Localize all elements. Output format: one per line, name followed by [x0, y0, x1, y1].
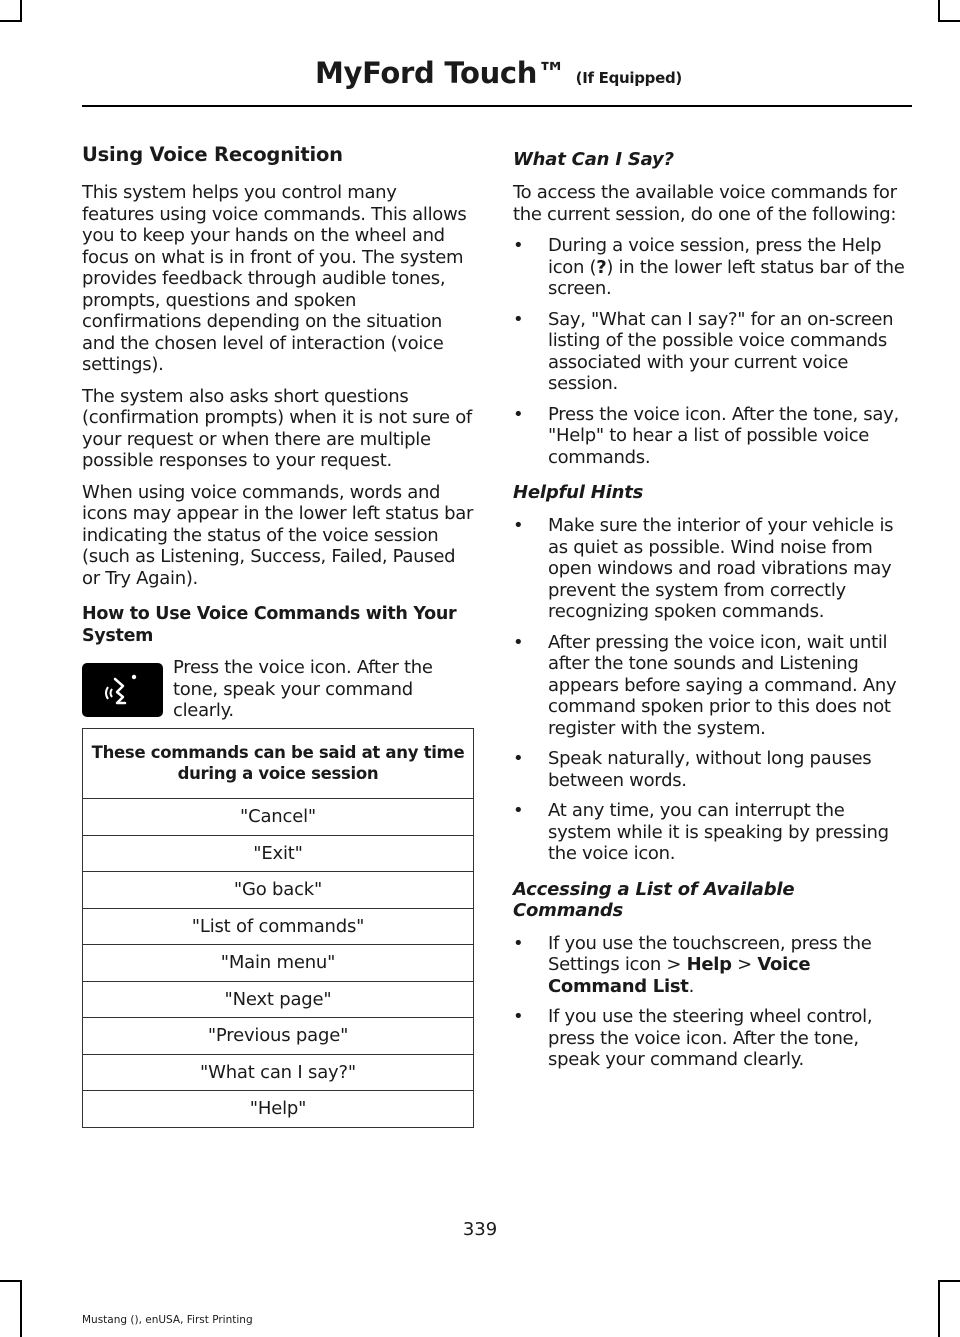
voice-instruction-text: Press the voice icon. After the tone, speak your command clearly. [173, 657, 433, 721]
edition-footer: Mustang (), enUSA, First Printing [82, 1314, 253, 1326]
table-row [83, 1018, 474, 1055]
list-item-text: ) in the lower left status bar of the screen. [548, 256, 905, 299]
list-item [513, 933, 908, 998]
table-row [83, 872, 474, 909]
crop-mark [0, 20, 22, 22]
menu-path-voice-command-list: Voice Command List [548, 954, 811, 997]
subsection-heading: How to Use Voice Commands with Your System [82, 604, 457, 646]
crop-mark [938, 1280, 960, 1282]
list-item-text: During a voice session, press the Help icon ( [548, 235, 882, 278]
table-row [83, 799, 474, 836]
list-item: • If you use the steering wheel control, press the voice icon. After the tone, speak your command clearly. [513, 1006, 908, 1071]
paragraph: This system helps you control many features using voice commands. This allows you to keep your hands on the wheel and focus on what is in front of you. The system provides feedback through audible tones, prompts, questions and spoken confirmations depending on the situation and the chosen level of interaction (voice settings). [82, 182, 467, 375]
section-heading: Using Voice Recognition [82, 143, 343, 166]
page-header-title [315, 56, 682, 90]
list-item-text: > [731, 954, 758, 975]
header-title-main: MyFord Touch™ [314, 56, 566, 90]
table-cell: "What can I say?" [83, 1054, 474, 1091]
crop-mark [938, 0, 940, 22]
voice-command-icon [82, 663, 163, 717]
bullet-list [513, 933, 908, 1071]
list-item: • Press the voice icon. After the tone, say, "Help" to hear a list of possible voice commands. [513, 404, 908, 469]
table-cell: "Exit" [83, 835, 474, 872]
crop-mark [20, 0, 22, 22]
crop-mark [938, 1280, 940, 1337]
paragraph: To access the available voice commands for the current session, do one of the following: [513, 182, 897, 225]
table-cell: "Main menu" [83, 945, 474, 982]
list-item [513, 235, 908, 300]
table-row [83, 1091, 474, 1128]
crop-mark [20, 1280, 22, 1337]
menu-path-help: Help [686, 954, 732, 975]
help-icon: ? [596, 256, 607, 278]
list-item-text: . [688, 975, 694, 997]
table-header-row [83, 729, 474, 799]
bullet-list [513, 515, 908, 865]
table-cell: "Go back" [83, 872, 474, 909]
list-item: • Say, "What can I say?" for an on-screen listing of the possible voice commands associated with your current voice session. [513, 309, 908, 395]
voice-commands-table [82, 728, 474, 1128]
list-item: • Speak naturally, without long pauses between words. [513, 748, 908, 791]
table-cell: "List of commands" [83, 908, 474, 945]
crop-mark [0, 1280, 22, 1282]
voice-instruction [82, 657, 474, 732]
table-row [83, 945, 474, 982]
table-cell: "Help" [83, 1091, 474, 1128]
crop-mark [938, 20, 960, 22]
table-cell: "Cancel" [83, 799, 474, 836]
paragraph: The system also asks short questions (confirmation prompts) when it is not sure of your request or when there are multiple possible responses to your request. [82, 385, 472, 471]
right-column [513, 143, 908, 1080]
table-row [83, 1054, 474, 1091]
table-header: These commands can be said at any time during a voice session [83, 729, 474, 799]
section-heading-helpful-hints: Helpful Hints [513, 482, 644, 503]
table-cell: "Previous page" [83, 1018, 474, 1055]
table-row [83, 908, 474, 945]
page-number: 339 [462, 1219, 498, 1240]
table-row [83, 981, 474, 1018]
left-column [82, 143, 474, 732]
header-divider [82, 105, 912, 107]
list-item: • Make sure the interior of your vehicle is as quiet as possible. Wind noise from open windows and road vibrations may prevent the system from correctly recognizing spoken commands. [513, 515, 908, 623]
section-heading-what-can-i-say: What Can I Say? [513, 149, 674, 170]
paragraph: When using voice commands, words and icons may appear in the lower left status bar indicating the status of the voice session (such as Listening, Success, Failed, Paused or Try Again). [82, 481, 474, 589]
list-item: • At any time, you can interrupt the system while it is speaking by pressing the voice icon. [513, 800, 908, 865]
list-item-text: If you use the touchscreen, press the Settings icon > [548, 932, 872, 975]
table-row [83, 835, 474, 872]
section-heading-available-commands: Accessing a List of Available Commands [513, 878, 795, 921]
table-cell: "Next page" [83, 981, 474, 1018]
list-item: • After pressing the voice icon, wait until after the tone sounds and Listening appears before saying a command. Any command spoken prior to this does not register with the system. [513, 632, 908, 740]
header-title-suffix: (If Equipped) [575, 69, 682, 87]
bullet-list [513, 235, 908, 468]
